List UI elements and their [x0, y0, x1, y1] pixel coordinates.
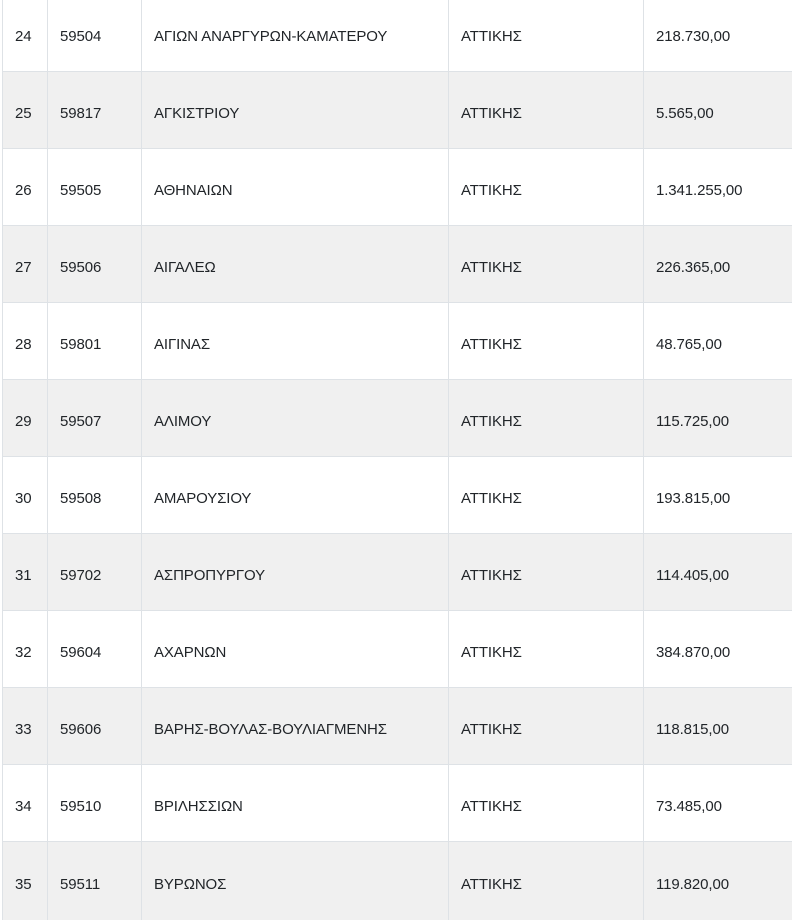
cell-amount: 115.725,00	[656, 413, 729, 430]
cell-amount: 118.815,00	[656, 721, 729, 738]
table-row	[3, 688, 792, 765]
table-row	[3, 72, 792, 149]
cell-row-number: 24	[3, 0, 48, 71]
cell-municipality-code: 59508	[48, 457, 142, 533]
cell-municipality-code: 59604	[48, 611, 142, 687]
cell-amount: 218.730,00	[656, 28, 731, 45]
cell-municipality-name: ΑΓΚΙΣΤΡΙΟΥ	[142, 72, 449, 148]
cell-amount: 114.405,00	[656, 567, 729, 584]
cell-municipality-name: ΑΧΑΡΝΩΝ	[142, 611, 449, 687]
cell-row-number: 34	[3, 765, 48, 841]
cell-amount: 119.820,00	[656, 876, 729, 893]
cell-row-number: 35	[3, 842, 48, 920]
cell-municipality-code: 59606	[48, 688, 142, 764]
cell-region: ΑΤΤΙΚΗΣ	[449, 226, 644, 302]
cell-row-number: 28	[3, 303, 48, 379]
cell-region: ΑΤΤΙΚΗΣ	[449, 457, 644, 533]
cell-row-number: 27	[3, 226, 48, 302]
table-row	[3, 0, 792, 72]
cell-municipality-code: 59506	[48, 226, 142, 302]
table-row	[3, 303, 792, 380]
cell-municipality-code: 59702	[48, 534, 142, 610]
cell-municipality-name: ΑΓΙΩΝ ΑΝΑΡΓΥΡΩΝ-ΚΑΜΑΤΕΡΟΥ	[142, 0, 449, 71]
cell-municipality-code: 59504	[48, 0, 142, 71]
cell-amount: 73.485,00	[656, 798, 722, 815]
cell-row-number: 26	[3, 149, 48, 225]
cell-row-number: 29	[3, 380, 48, 456]
cell-municipality-name: ΒΑΡΗΣ-ΒΟΥΛΑΣ-ΒΟΥΛΙΑΓΜΕΝΗΣ	[142, 688, 449, 764]
cell-region: ΑΤΤΙΚΗΣ	[449, 611, 644, 687]
cell-municipality-code: 59507	[48, 380, 142, 456]
cell-municipality-code: 59511	[48, 842, 142, 920]
cell-row-number: 25	[3, 72, 48, 148]
cell-amount: 384.870,00	[656, 644, 731, 661]
table-row	[3, 534, 792, 611]
cell-municipality-code: 59801	[48, 303, 142, 379]
cell-region: ΑΤΤΙΚΗΣ	[449, 688, 644, 764]
table-row	[3, 457, 792, 534]
table-row	[3, 765, 792, 842]
cell-amount: 226.365,00	[656, 259, 731, 276]
cell-municipality-name: ΑΙΓΙΝΑΣ	[142, 303, 449, 379]
cell-amount: 1.341.255,00	[656, 182, 743, 199]
cell-municipality-code: 59817	[48, 72, 142, 148]
table-row	[3, 842, 792, 920]
cell-amount: 193.815,00	[656, 490, 731, 507]
cell-row-number: 32	[3, 611, 48, 687]
cell-municipality-name: ΑΛΙΜΟΥ	[142, 380, 449, 456]
cell-region: ΑΤΤΙΚΗΣ	[449, 380, 644, 456]
table-row	[3, 380, 792, 457]
cell-region: ΑΤΤΙΚΗΣ	[449, 149, 644, 225]
cell-municipality-name: ΒΥΡΩΝΟΣ	[142, 842, 449, 920]
cell-municipality-name: ΑΘΗΝΑΙΩΝ	[142, 149, 449, 225]
table-row	[3, 226, 792, 303]
cell-municipality-name: ΑΙΓΑΛΕΩ	[142, 226, 449, 302]
cell-municipality-code: 59510	[48, 765, 142, 841]
table-row	[3, 149, 792, 226]
cell-region: ΑΤΤΙΚΗΣ	[449, 303, 644, 379]
cell-amount: 48.765,00	[656, 336, 722, 353]
cell-region: ΑΤΤΙΚΗΣ	[449, 0, 644, 71]
cell-municipality-code: 59505	[48, 149, 142, 225]
cell-row-number: 30	[3, 457, 48, 533]
cell-row-number: 33	[3, 688, 48, 764]
cell-region: ΑΤΤΙΚΗΣ	[449, 765, 644, 841]
cell-row-number: 31	[3, 534, 48, 610]
cell-municipality-name: ΑΣΠΡΟΠΥΡΓΟΥ	[142, 534, 449, 610]
cell-municipality-name: ΒΡΙΛΗΣΣΙΩΝ	[142, 765, 449, 841]
municipalities-table	[2, 0, 792, 920]
cell-region: ΑΤΤΙΚΗΣ	[449, 534, 644, 610]
cell-region: ΑΤΤΙΚΗΣ	[449, 842, 644, 920]
table-row	[3, 611, 792, 688]
cell-amount: 5.565,00	[656, 105, 714, 122]
cell-municipality-name: ΑΜΑΡΟΥΣΙΟΥ	[142, 457, 449, 533]
cell-region: ΑΤΤΙΚΗΣ	[449, 72, 644, 148]
